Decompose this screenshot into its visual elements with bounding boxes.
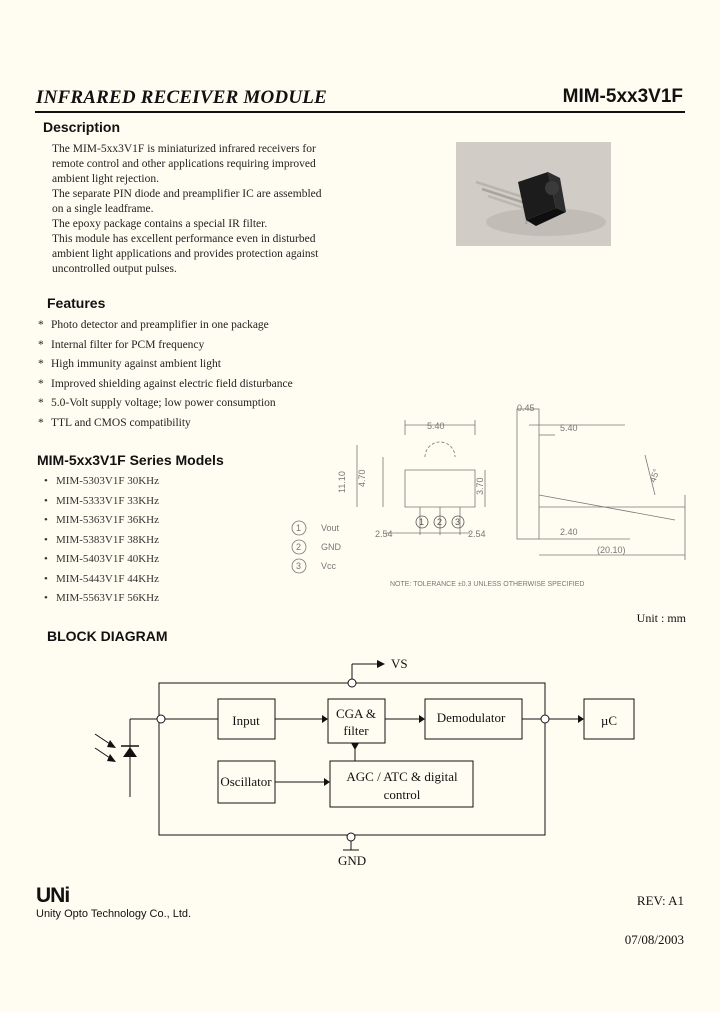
pin-legend-label: Vout — [321, 523, 340, 533]
gnd-label: GND — [338, 853, 367, 868]
agc-block-line1: AGC / ATC & digital — [346, 769, 458, 784]
dim-label: 2.54 — [468, 529, 486, 539]
description-line: ambient light applications and provides protection against — [52, 248, 319, 260]
demodulator-block: Demodulator — [436, 710, 506, 725]
models-heading: MIM-5xx3V1F Series Models — [37, 452, 224, 468]
dim-label: 45° — [647, 467, 662, 484]
block-diagram — [85, 652, 665, 872]
microcontroller-block: µC — [600, 713, 618, 728]
cga-block-line2: filter — [343, 723, 369, 738]
pin-legend-label: GND — [321, 542, 341, 552]
dim-label: 4.70 — [357, 469, 367, 487]
pin-legend-num: 3 — [296, 561, 302, 571]
dim-label: 2.40 — [560, 527, 578, 537]
list-item: * High immunity against ambient light — [38, 358, 221, 371]
dim-label: 3.70 — [475, 477, 485, 495]
pin-legend-num: 2 — [296, 542, 302, 552]
dim-label: 5.40 — [560, 423, 578, 433]
dim-label: 5.40 — [427, 421, 445, 431]
list-item: • MIM-5363V1F 36KHz — [44, 514, 159, 526]
list-item: * Improved shielding against electric field disturbance — [38, 377, 293, 390]
company-logo: UNi — [36, 884, 70, 907]
product-photo — [456, 142, 611, 246]
dim-label: 0.45 — [517, 403, 535, 413]
description-line: on a single leadframe. — [52, 203, 154, 215]
features-heading: Features — [47, 295, 106, 311]
document-date: 07/08/2003 — [624, 932, 684, 947]
description-line: The MIM-5xx3V1F is miniaturized infrared receivers for — [52, 143, 316, 155]
input-block: Input — [232, 713, 260, 728]
header-rule — [35, 111, 685, 113]
list-item: • MIM-5383V1F 38KHz — [44, 533, 159, 546]
description-line: ambient light rejection. — [52, 173, 159, 185]
list-item: • MIM-5403V1F 40KHz — [44, 553, 159, 565]
pin-number: 3 — [455, 517, 461, 527]
dim-label: (20.10) — [597, 545, 626, 555]
description-line: This module has excellent performance even in disturbed — [52, 233, 316, 245]
models-list — [44, 472, 159, 609]
description-line: remote control and other applications requiring improved — [52, 158, 316, 170]
pin-number: 2 — [437, 517, 443, 527]
list-item: • MIM-5303V1F 30KHz — [44, 475, 159, 487]
vs-label: VS — [391, 656, 408, 671]
description-line: The separate PIN diode and preamplifier IC are assembled — [52, 188, 322, 200]
list-item: * 5.0-Volt supply voltage; low power consumption — [38, 397, 276, 410]
dim-label: 2.54 — [375, 529, 393, 539]
list-item: * Internal filter for PCM frequency — [38, 338, 205, 351]
list-item: • MIM-5333V1F 33KHz — [44, 494, 159, 507]
part-number: MIM-5xx3V1F — [562, 86, 683, 107]
pin-legend-num: 1 — [296, 523, 302, 533]
package-drawing — [285, 395, 705, 605]
block-diagram-heading: BLOCK DIAGRAM — [47, 628, 168, 644]
dim-label: 11.10 — [337, 471, 347, 493]
agc-block-line2: control — [383, 787, 421, 802]
revision: REV: A1 — [636, 893, 684, 908]
list-item: * Photo detector and preamplifier in one package — [38, 319, 269, 331]
oscillator-block: Oscillator — [220, 774, 272, 789]
list-item: * TTL and CMOS compatibility — [38, 416, 191, 429]
description-line: The epoxy package contains a special IR filter. — [52, 218, 268, 230]
features-list — [38, 316, 293, 434]
page-title: INFRARED RECEIVER MODULE — [36, 87, 327, 108]
list-item: • MIM-5563V1F 56KHz — [44, 592, 159, 604]
cga-block-line1: CGA & — [335, 706, 377, 721]
company-name: Unity Opto Technology Co., Ltd. — [36, 908, 192, 920]
description-text — [52, 142, 352, 277]
tolerance-note: NOTE: TOLERANCE ±0.3 UNLESS OTHERWISE SPECIFIED — [390, 581, 585, 588]
pin-legend-label: Vcc — [321, 561, 337, 571]
description-line: uncontrolled output pulses. — [52, 263, 177, 275]
description-heading: Description — [43, 119, 121, 135]
list-item: • MIM-5443V1F 44KHz — [44, 572, 159, 585]
pin-number: 1 — [419, 517, 425, 527]
unit-label: Unit : mm — [636, 611, 686, 625]
